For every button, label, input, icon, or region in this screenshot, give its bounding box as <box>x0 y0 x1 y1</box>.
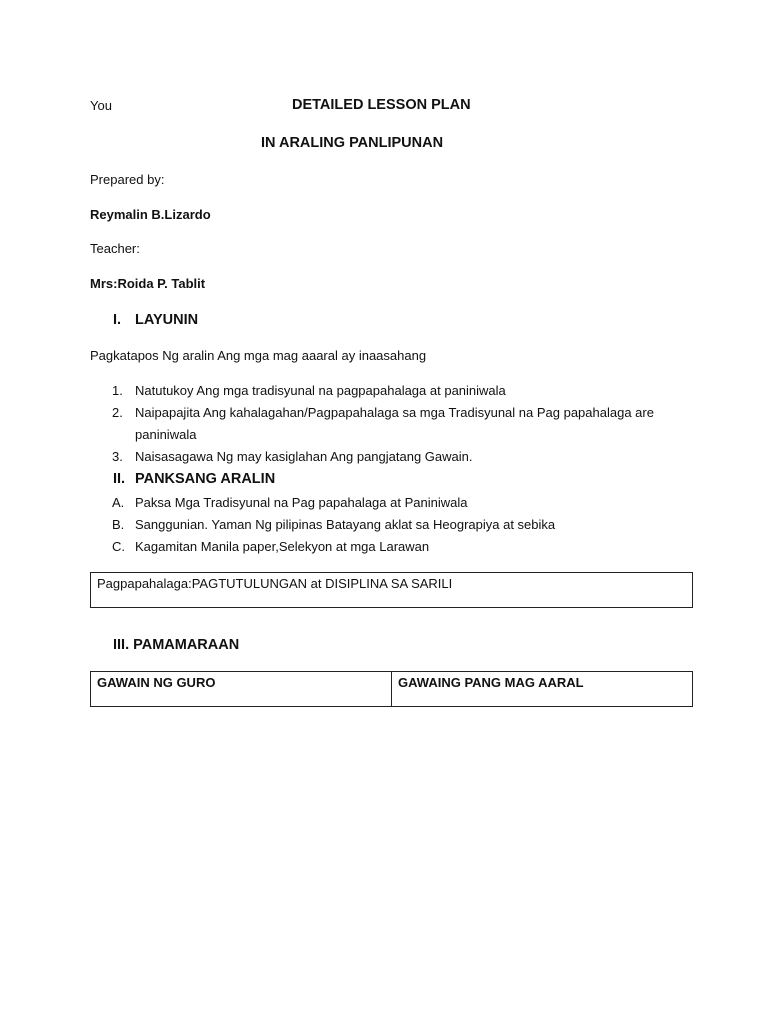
document-subtitle: IN ARALING PANLIPUNAN <box>261 135 444 151</box>
list-item <box>90 380 675 402</box>
prepared-by-name: Reymalin B.Lizardo <box>90 207 211 222</box>
values-box <box>90 572 693 608</box>
list-marker: 3. <box>112 449 123 464</box>
list-marker: C. <box>112 539 125 554</box>
section-1-title: LAYUNIN <box>135 312 199 328</box>
section-1-number: I. <box>113 312 122 328</box>
list-item <box>90 492 675 514</box>
values-text: Pagpapahalaga:PAGTUTULUNGAN at DISIPLINA SA SARILI <box>97 576 453 591</box>
subject-matter-list <box>90 492 675 558</box>
procedure-table <box>90 671 693 707</box>
list-item <box>90 402 675 446</box>
list-marker: 2. <box>112 405 123 420</box>
teacher-name: Mrs:Roida P. Tablit <box>90 276 206 291</box>
list-item-text: Paksa Mga Tradisyunal na Pag papahalaga at Paniniwala <box>135 495 468 510</box>
list-item-text: Sanggunian. Yaman Ng pilipinas Batayang aklat sa Heograpiya at sebika <box>135 517 556 532</box>
list-item <box>90 536 675 558</box>
list-marker: A. <box>112 495 125 510</box>
list-item-text: Naipapajita Ang kahalagahan/Pagpapahalaga sa mga Tradisyunal na Pag papahalaga are paniniwala <box>135 405 654 442</box>
section-3-title: III. PAMAMARAAN <box>113 637 240 653</box>
teacher-activity-header: GAWAIN NG GURO <box>97 675 216 690</box>
prepared-by-label: Prepared by: <box>90 172 165 187</box>
table-header-cell <box>391 672 692 706</box>
section-2-title: PANKSANG ARALIN <box>135 471 276 487</box>
teacher-label: Teacher: <box>90 241 140 256</box>
list-marker: B. <box>112 517 125 532</box>
section-1-intro: Pagkatapos Ng aralin Ang mga mag aaaral ay inaasahang <box>90 348 427 363</box>
student-activity-header: GAWAING PANG MAG AARAL <box>398 675 584 690</box>
list-marker: 1. <box>112 383 123 398</box>
objectives-list <box>90 380 675 468</box>
corner-label: You <box>90 98 112 113</box>
section-2-number: II. <box>113 471 126 487</box>
table-header-cell <box>91 672 391 706</box>
list-item-text: Kagamitan Manila paper,Selekyon at mga Larawan <box>135 539 430 554</box>
list-item <box>90 446 675 468</box>
list-item-text: Naisasagawa Ng may kasiglahan Ang pangjatang Gawain. <box>135 449 473 464</box>
list-item <box>90 514 675 536</box>
list-item-text: Natutukoy Ang mga tradisyunal na pagpapahalaga at paniniwala <box>135 383 506 398</box>
document-title: DETAILED LESSON PLAN <box>292 97 471 113</box>
